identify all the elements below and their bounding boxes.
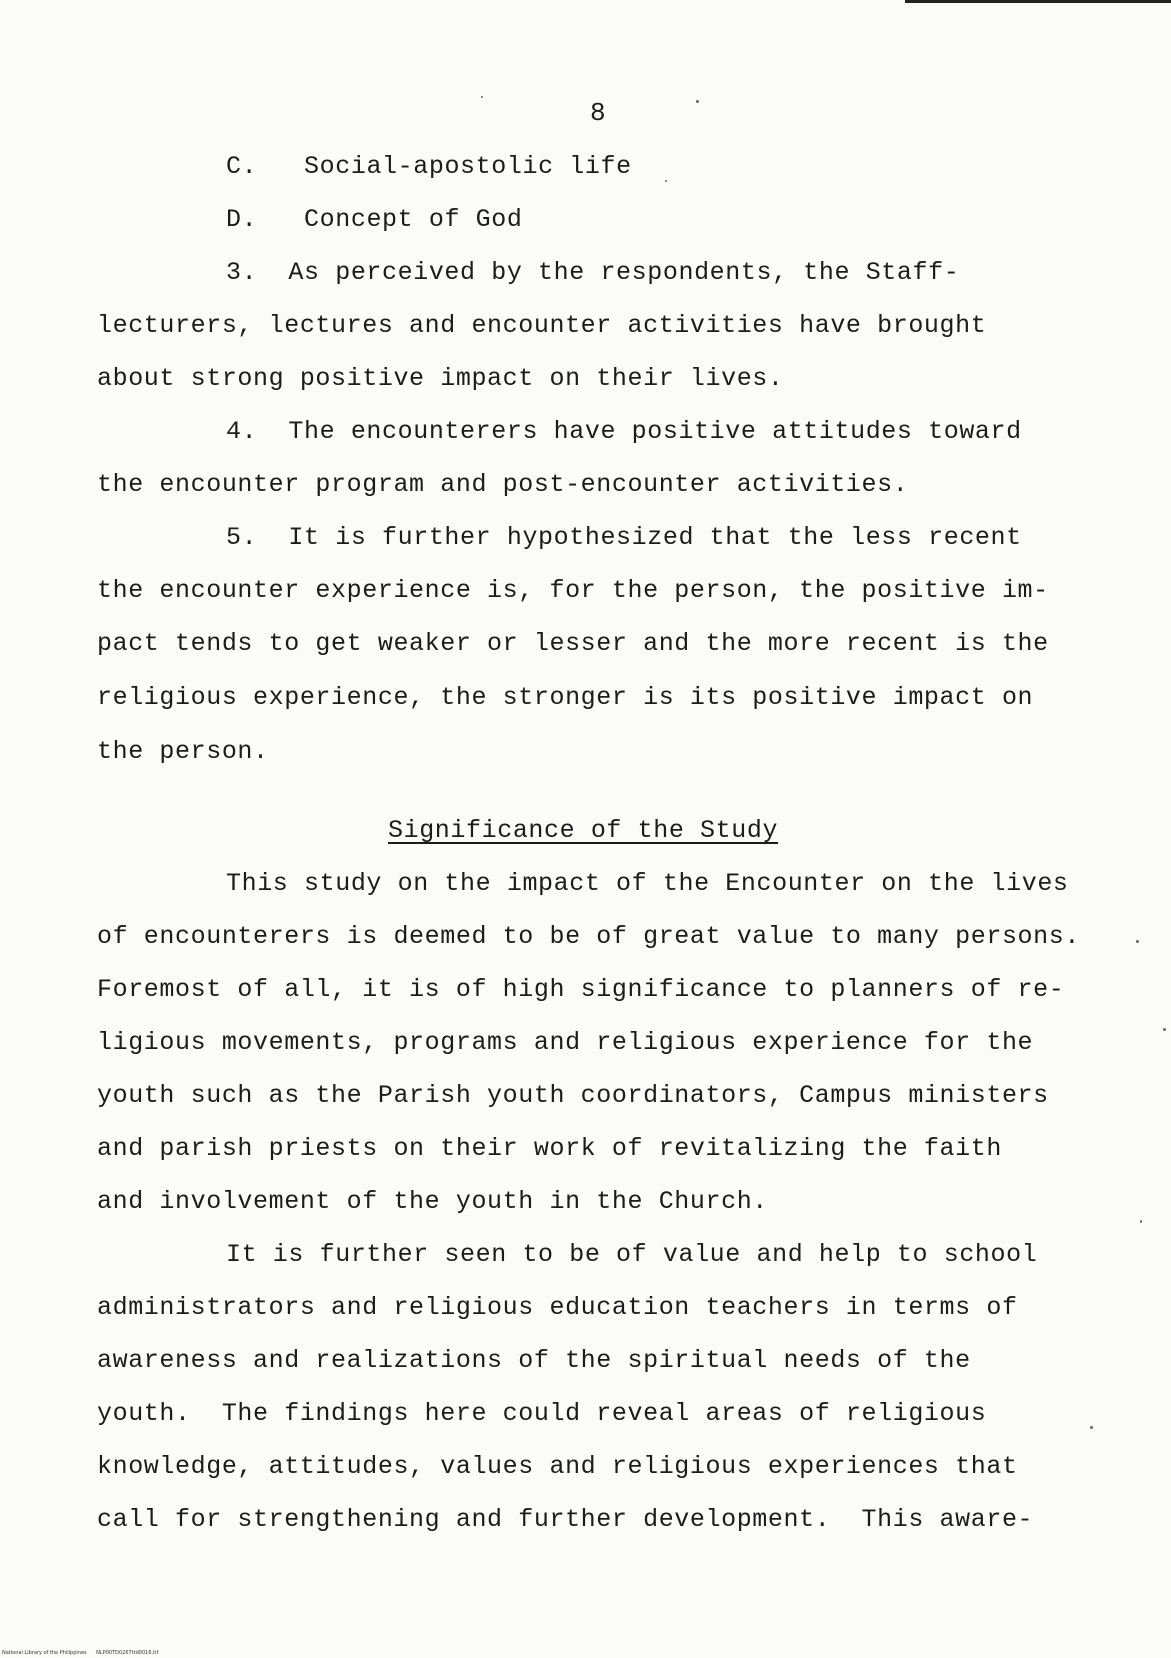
hypothesis-5-line-5: the person. <box>97 737 269 766</box>
top-edge-rule <box>905 0 1171 3</box>
hypothesis-3-line-2: lecturers, lectures and encounter activities have brought <box>97 311 987 340</box>
hypothesis-5-line-4: religious experience, the stronger is its positive impact on <box>97 683 1034 712</box>
paragraph-1-line-2: of encounterers is deemed to be of great value to many persons. <box>97 922 1080 951</box>
scan-speck <box>1090 1426 1093 1429</box>
list-item-label: D. <box>226 205 258 234</box>
hypothesis-5-line-3: pact tends to get weaker or lesser and the more recent is the <box>97 629 1049 658</box>
hypothesis-3-line-3: about strong positive impact on their lives. <box>97 364 784 393</box>
hypothesis-5-line-1: 5. It is further hypothesized that the less recent <box>226 523 1022 552</box>
list-item-c <box>226 152 632 182</box>
scan-speck <box>1136 940 1139 943</box>
footer-scan-label: National Library of the Philippines NLP00TD0267ttd0016.tif <box>2 1650 159 1656</box>
hypothesis-4-line-2: the encounter program and post-encounter activities. <box>97 470 909 499</box>
scan-speck <box>481 96 483 98</box>
paragraph-2-line-3: awareness and realizations of the spiritual needs of the <box>97 1346 971 1375</box>
list-item-label: C. <box>226 152 258 181</box>
scan-speck <box>1163 1028 1166 1031</box>
scan-speck <box>1140 1220 1142 1223</box>
paragraph-2-line-6: call for strengthening and further development. This aware- <box>97 1505 1034 1534</box>
paragraph-1-line-1: This study on the impact of the Encounter on the lives <box>226 869 1069 898</box>
paragraph-1-line-3: Foremost of all, it is of high significance to planners of re- <box>97 975 1065 1004</box>
paragraph-2-line-5: knowledge, attitudes, values and religious experiences that <box>97 1452 1018 1481</box>
paragraph-1-line-6: and parish priests on their work of revitalizing the faith <box>97 1134 1002 1163</box>
paragraph-1-line-5: youth such as the Parish youth coordinators, Campus ministers <box>97 1081 1049 1110</box>
paragraph-1-line-7: and involvement of the youth in the Church. <box>97 1187 768 1216</box>
paragraph-1-line-4: ligious movements, programs and religious experience for the <box>97 1028 1034 1057</box>
hypothesis-4-line-1: 4. The encounterers have positive attitudes toward <box>226 417 1022 446</box>
scan-speck <box>696 100 699 103</box>
hypothesis-5-line-2: the encounter experience is, for the person, the positive im- <box>97 576 1049 605</box>
scan-speck <box>665 180 667 182</box>
list-item-d <box>226 205 522 235</box>
paragraph-2-line-1: It is further seen to be of value and help to school <box>226 1240 1038 1269</box>
page-number: 8 <box>590 98 606 128</box>
list-item-text: Social-apostolic life <box>304 152 632 181</box>
section-heading: Significance of the Study <box>388 816 779 845</box>
paragraph-2-line-4: youth. The findings here could reveal areas of religious <box>97 1399 987 1428</box>
hypothesis-3-line-1: 3. As perceived by the respondents, the Staff- <box>226 258 960 287</box>
paragraph-2-line-2: administrators and religious education teachers in terms of <box>97 1293 1018 1322</box>
list-item-text: Concept of God <box>304 205 523 234</box>
